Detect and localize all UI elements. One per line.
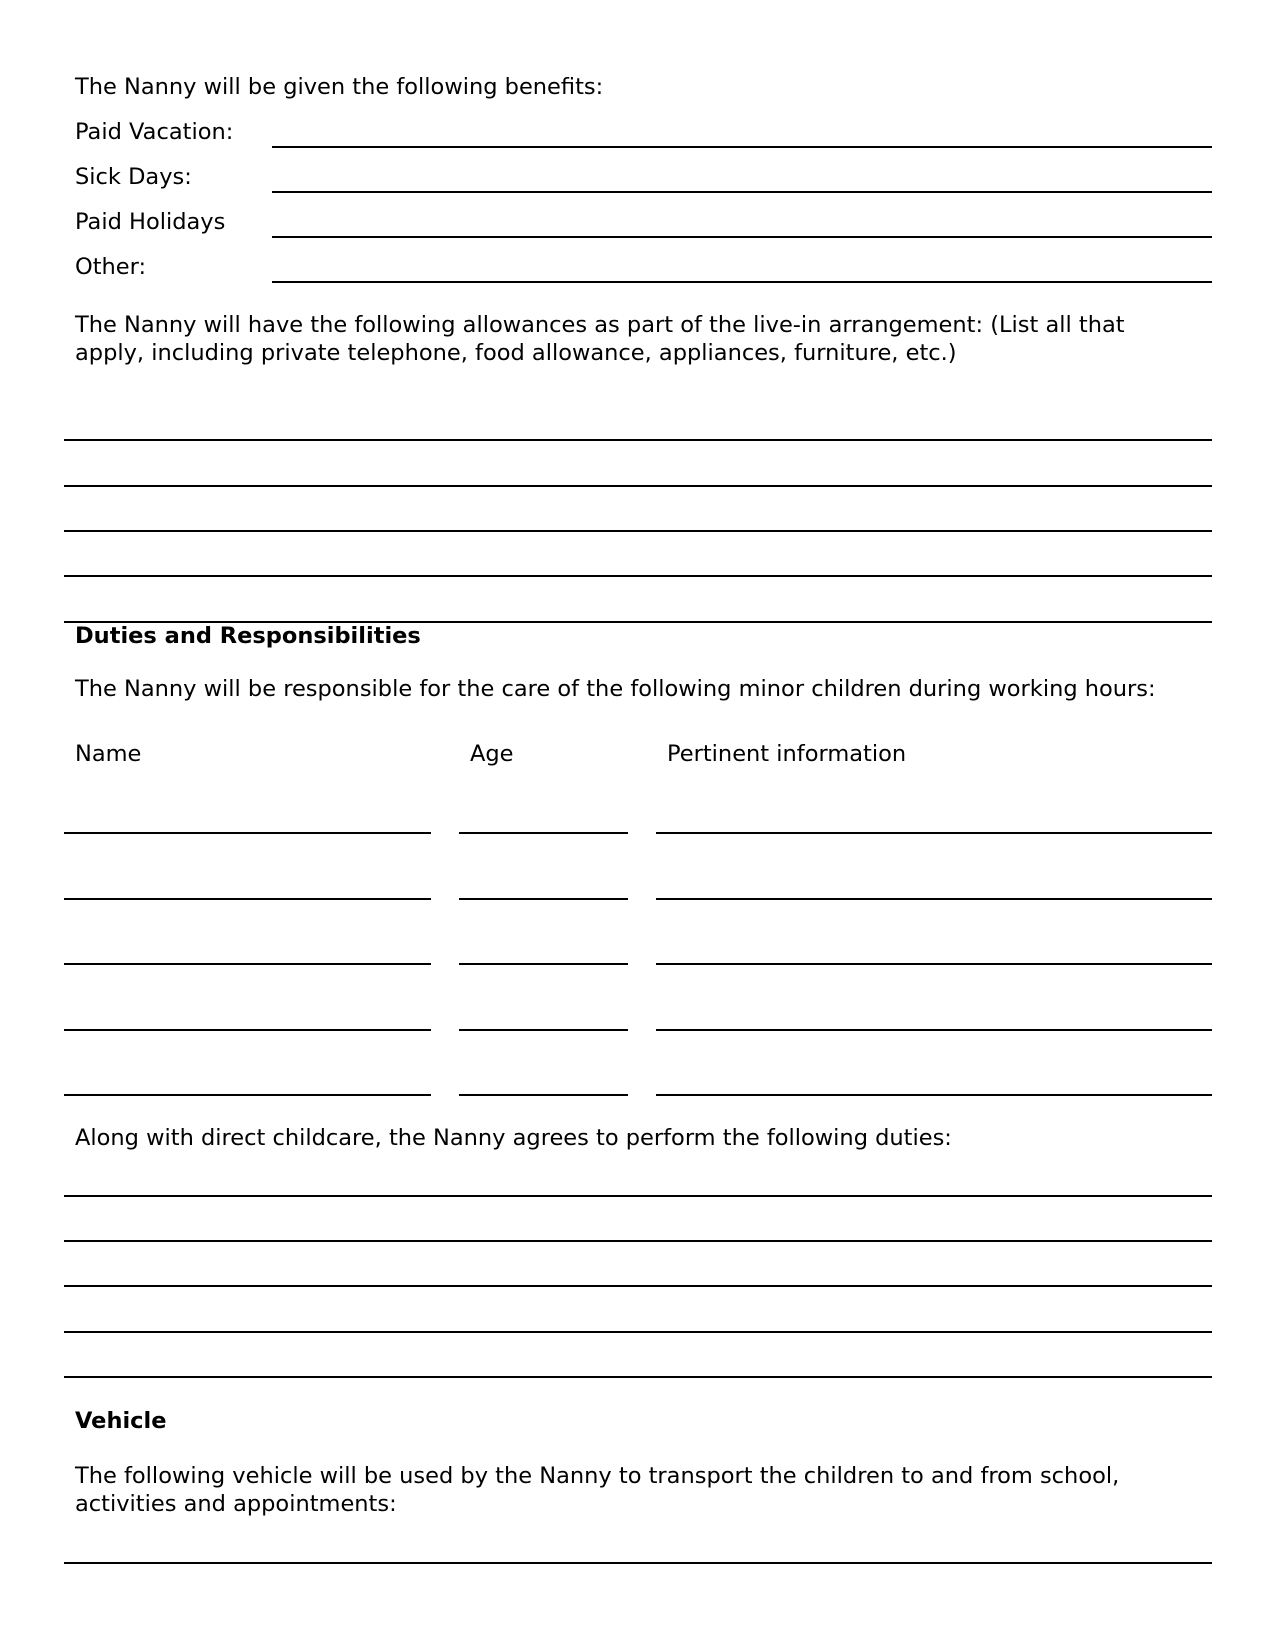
other-benefit-field[interactable] (272, 281, 1212, 283)
child-info-field[interactable] (656, 832, 1212, 834)
child-name-field[interactable] (64, 898, 431, 900)
child-age-field[interactable] (459, 832, 628, 834)
benefit-label-sick-days: Sick Days: (75, 164, 192, 190)
child-age-field[interactable] (459, 1094, 628, 1096)
duties-intro: The Nanny will be responsible for the care of the following minor children during working hours: (75, 676, 1156, 702)
vehicle-heading: Vehicle (75, 1408, 167, 1434)
benefit-label-paid-vacation: Paid Vacation: (75, 119, 234, 145)
column-header-age: Age (470, 741, 514, 767)
child-info-field[interactable] (656, 898, 1212, 900)
child-age-field[interactable] (459, 1029, 628, 1031)
vehicle-text-line-1: The following vehicle will be used by the Nanny to transport the children to and from school, (75, 1463, 1120, 1489)
column-header-name: Name (75, 741, 142, 767)
vehicle-field[interactable] (64, 1562, 1212, 1564)
vehicle-text-line-2: activities and appointments: (75, 1491, 397, 1517)
sick-days-field[interactable] (272, 191, 1212, 193)
column-header-pertinent-information: Pertinent information (667, 741, 907, 767)
duty-line-1[interactable] (64, 1195, 1212, 1197)
allowances-text-line-1: The Nanny will have the following allowances as part of the live-in arrangement: (List all that (75, 312, 1125, 338)
child-name-field[interactable] (64, 963, 431, 965)
child-name-field[interactable] (64, 1029, 431, 1031)
child-name-field[interactable] (64, 1094, 431, 1096)
child-age-field[interactable] (459, 963, 628, 965)
duty-line-2[interactable] (64, 1240, 1212, 1242)
duty-line-5[interactable] (64, 1376, 1212, 1378)
child-info-field[interactable] (656, 1094, 1212, 1096)
allowance-line-2[interactable] (64, 485, 1212, 487)
paid-vacation-field[interactable] (272, 146, 1212, 148)
benefit-label-other: Other: (75, 254, 147, 280)
child-info-field[interactable] (656, 1029, 1212, 1031)
additional-duties-text: Along with direct childcare, the Nanny agrees to perform the following duties: (75, 1125, 952, 1151)
allowance-line-4[interactable] (64, 575, 1212, 577)
benefit-label-paid-holidays: Paid Holidays (75, 209, 226, 235)
allowances-text-line-2: apply, including private telephone, food allowance, appliances, furniture, etc.) (75, 340, 957, 366)
benefits-intro: The Nanny will be given the following benefits: (75, 74, 604, 100)
child-info-field[interactable] (656, 963, 1212, 965)
child-age-field[interactable] (459, 898, 628, 900)
duty-line-3[interactable] (64, 1285, 1212, 1287)
duties-heading: Duties and Responsibilities (75, 623, 421, 649)
allowance-line-3[interactable] (64, 530, 1212, 532)
paid-holidays-field[interactable] (272, 236, 1212, 238)
duty-line-4[interactable] (64, 1331, 1212, 1333)
allowance-line-1[interactable] (64, 439, 1212, 441)
child-name-field[interactable] (64, 832, 431, 834)
